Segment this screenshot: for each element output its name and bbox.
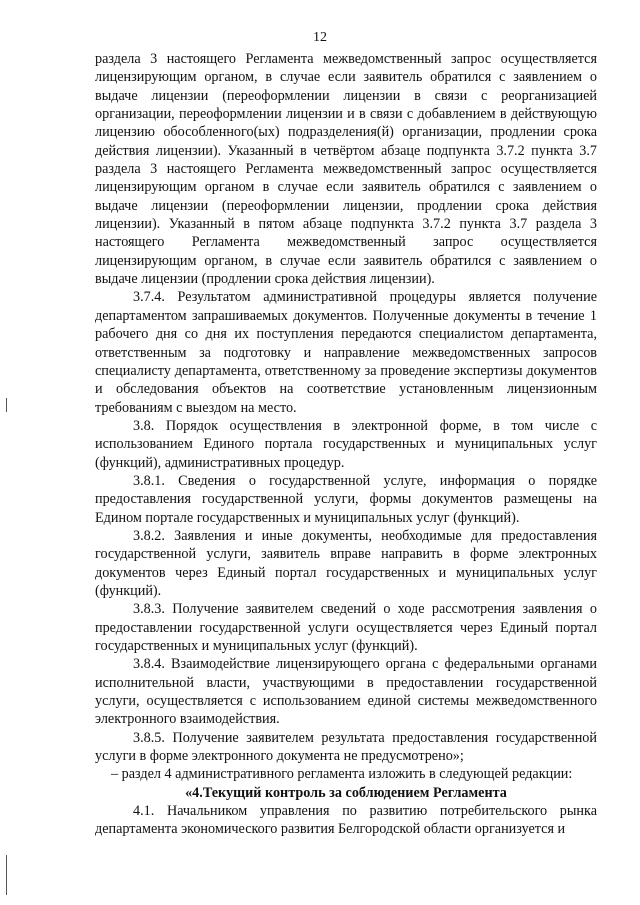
paragraph-4-1: 4.1. Начальником управления по развитию потребительского рынка департамента экономического развития Белгородской области организуется и: [95, 803, 597, 838]
paragraph-section-4-amendment: – раздел 4 административного регламента изложить в следующей редакции:: [111, 766, 573, 783]
page-number: 12: [313, 30, 327, 45]
paragraph-3-8-3: 3.8.3. Получение заявителем сведений о ходе рассмотрения заявления о предоставлении государственной услуги осуществляется через Единый портал государственных и муниципальных услуг (функций).: [95, 601, 597, 654]
paragraph-3-8-4: 3.8.4. Взаимодействие лицензирующего органа с федеральными органами исполнительной власти, участвующими в предоставлении государственной услуги, осуществляется с использованием единой системы межведомственного электронного взаимодействия.: [95, 656, 597, 728]
paragraph-3-8: 3.8. Порядок осуществления в электронной форме, в том числе с использованием Единого портала государственных и муниципальных услуг (функций), административных процедур.: [95, 417, 597, 471]
paragraph-continuation: раздела 3 настоящего Регламента межведомственный запрос осуществляется лицензирующим органом, в случае если заявитель обратился с заявлением о выдаче лицензии (переоформлении лицензии в связи с реорганизацией организации, переоформлении лицензии и в связи с добавлением в действующую лицензию обособленного(ых) подразделения(й) организации, продлении срока действия лицензии). Указанный в четвёртом абзаце подпункта 3.7.2 пункта 3.7 раздела 3 настоящего Регламента межведомственный запрос осуществляется лицензирующим органом в случае если заявитель обратился с заявлением о выдаче лицензии (переоформлении лицензии, продлении срока действия лицензии). Указанный в пятом абзаце подпункта 3.7.2 пункта 3.7 раздела 3 настоящего Регламента межведомственный запрос осуществляется лицензирующим органом, в случае если заявитель обратился с заявлением о выдаче лицензии (продлении срока действия лицензии).: [95, 51, 597, 288]
paragraph-3-8-5: 3.8.5. Получение заявителем результата предоставления государственной услуги в форме электронного документа не предусмотрено»;: [95, 729, 597, 765]
paragraph-3-8-1: 3.8.1. Сведения о государственной услуге, информация о порядке предоставления государственной услуги, формы документов размещены на Едином портале государственных и муниципальных услуг (функций).: [95, 472, 597, 526]
paragraph-3-7-4: 3.7.4. Результатом административной процедуры является получение департаментом запрашиваемых документов. Полученные документы в течение 1 рабочего дня со дня их поступления передаются специалистом департамента, ответственным за подготовку и направление межведомственных запросов специалисту департамента, ответственному за проведение экспертизы документов и обследования объектов на соответствие установленным лицензионным требованиям с выездом на место.: [95, 289, 597, 416]
section-4-heading: «4.Текущий контроль за соблюдением Регламента: [185, 784, 507, 801]
document-body: [95, 50, 597, 839]
paragraph-3-8-2: 3.8.2. Заявления и иные документы, необходимые для предоставления государственной услуги, заявитель вправе направить в форме электронных документов через Единый портал государственных и муниципальных услуг (функций).: [95, 527, 597, 599]
scan-margin-mark: [6, 855, 7, 895]
scan-margin-mark: [6, 398, 7, 412]
